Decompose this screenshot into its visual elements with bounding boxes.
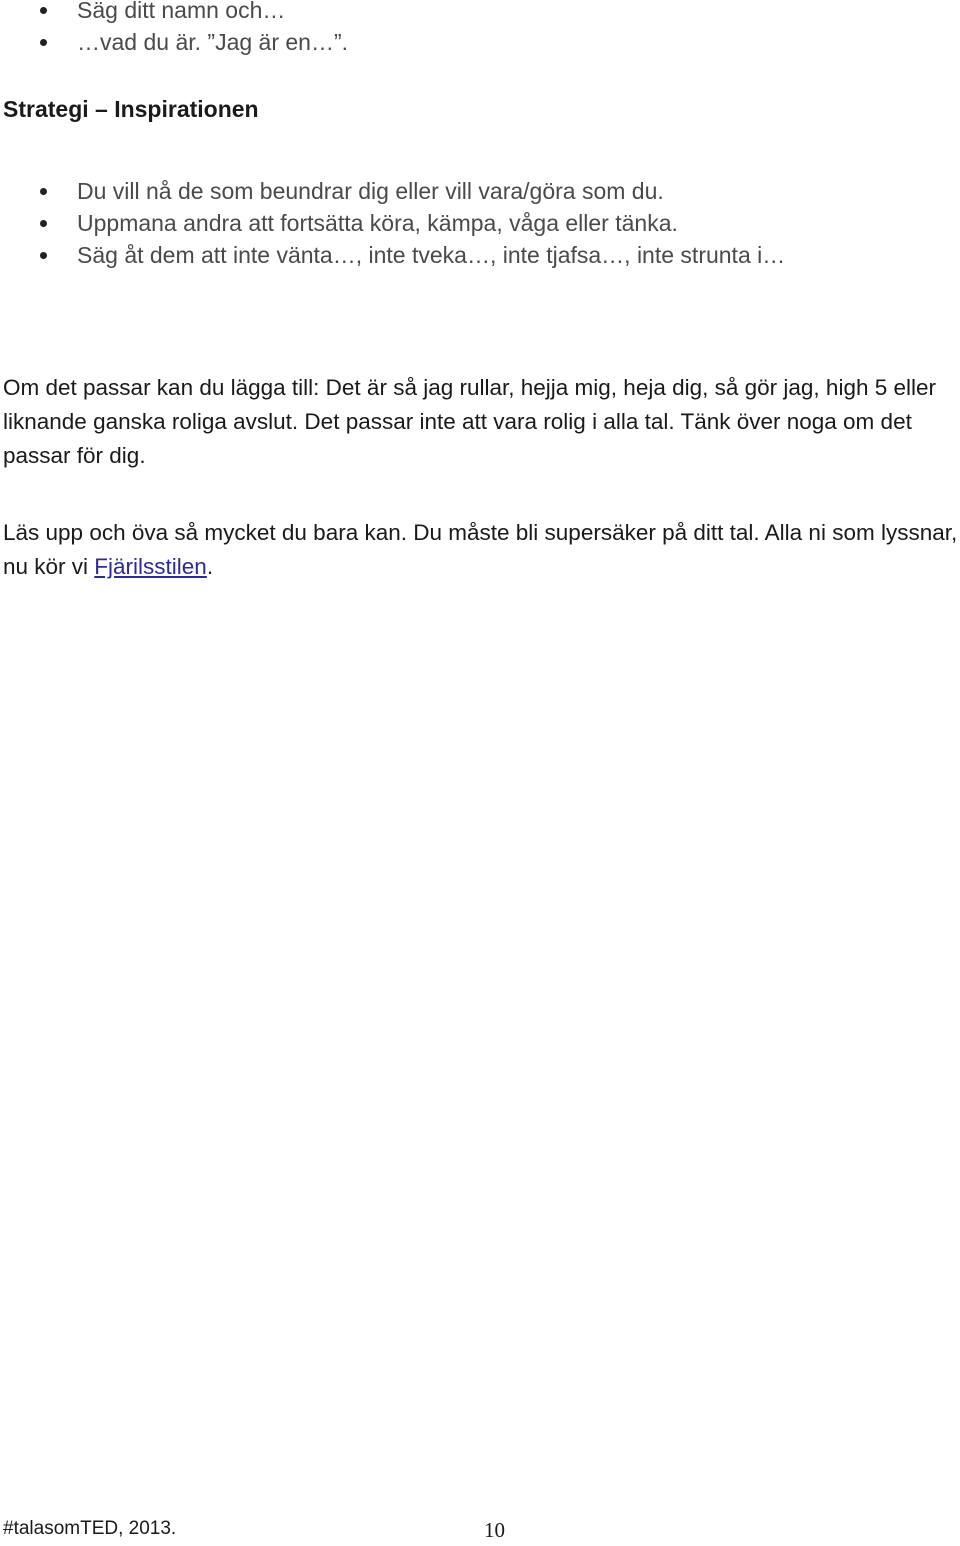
- fjarilsstilen-link[interactable]: Fjärilsstilen: [94, 554, 207, 579]
- footer-credit: #talasomTED, 2013.: [3, 1518, 177, 1539]
- paragraph-practice: [3, 516, 960, 584]
- list-item-text: Uppmana andra att fortsätta köra, kämpa, våga eller tänka.: [77, 210, 678, 236]
- paragraph-text: Läs upp och öva så mycket du bara kan. Du måste bli supersäker på ditt tal. Alla ni som lyssnar, nu kör vi: [3, 520, 958, 579]
- list-item: [0, 239, 785, 271]
- bullet-icon: [40, 188, 47, 195]
- paragraph-optional-ending: Om det passar kan du lägga till: Det är så jag rullar, hejja mig, heja dig, så gör jag, high 5 eller liknande ganska roliga avslut. Det passar inte att vara rolig i alla tal. Tänk över noga om det passar för dig.: [3, 375, 937, 468]
- list-item-text: Säg ditt namn och…: [77, 0, 286, 23]
- list-item: [0, 207, 785, 239]
- bullet-icon: [40, 7, 47, 14]
- list-item: [0, 0, 348, 26]
- intro-bullet-list: [0, 0, 348, 58]
- list-item: [0, 175, 785, 207]
- list-item: [0, 26, 348, 58]
- list-item-text: Du vill nå de som beundrar dig eller vill vara/göra som du.: [77, 178, 664, 204]
- list-item-text: …vad du är. ”Jag är en…”.: [77, 29, 349, 55]
- bullet-icon: [40, 220, 47, 227]
- strategy-bullet-list: [0, 175, 785, 271]
- section-heading: Strategi – Inspirationen: [3, 96, 259, 122]
- bullet-icon: [40, 252, 47, 259]
- list-item-text: Säg åt dem att inte vänta…, inte tveka…, inte tjafsa…, inte strunta i…: [77, 242, 786, 268]
- paragraph-end: .: [206, 554, 214, 579]
- page-number: 10: [484, 1518, 505, 1542]
- bullet-icon: [40, 39, 47, 46]
